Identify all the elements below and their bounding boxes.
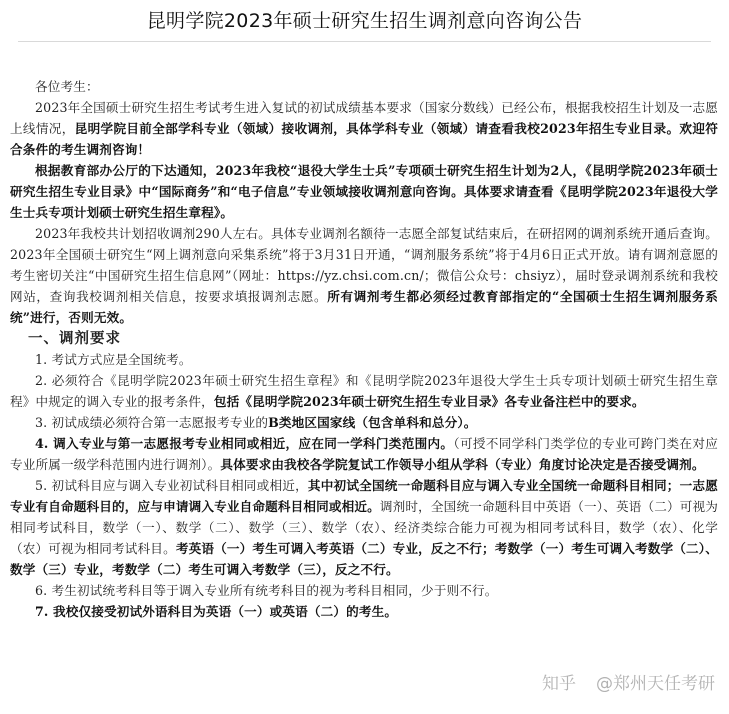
greeting: 各位考生： — [35, 79, 99, 94]
p2-bold: 2023年我校“退役大学生士兵”专项硕士研究生招生计划为2人，《昆明学院2023年硕士研究生招生专业目录》中“国际商务”和“电子信息”专业领域接收调剂意向咨询。具体要求请查看《昆明学院2023年退役大学生士兵专项计划硕士研究生招生章程》。 — [10, 163, 718, 220]
requirement-item-2 — [10, 370, 718, 412]
paragraph-2 — [10, 160, 718, 223]
requirement-item-4 — [10, 433, 718, 475]
item-3-text: 3. 初试成绩必须符合第一志愿报考专业的 — [35, 415, 269, 430]
requirement-item-3 — [10, 412, 718, 433]
item-4-bold-a: 4. 调入专业与第一志愿报考专业相同或相近，应在同一学科门类范围内。 — [35, 436, 454, 451]
item-3-bold: B类地区国家线（包含单科和总分）。 — [268, 415, 477, 430]
p3-bold: 所有调剂考生都必须经过教育部指定的“全国硕士生招生调剂服务系统”进行，否则无效。 — [10, 289, 718, 325]
p1-bold: 昆明学院目前全部学科专业（领域）接收调剂，具体学科专业（领域）请查看我校2023年招生专业目录。欢迎符合条件的考生调剂咨询！ — [10, 121, 719, 157]
title-divider — [18, 41, 711, 42]
page-title: 昆明学院2023年硕士研究生招生调剂意向咨询公告 — [146, 10, 583, 32]
item-4-bold-b: 具体要求由我校各学院复试工作领导小组从学科（专业）角度讨论决定是否接受调剂。 — [220, 457, 705, 472]
p1-text: 2023年全国硕士研究生招生考试考生进入复试的初试成绩基本要求（国家分数线）已经公布，根据我校招生计划及一志愿上线情况， — [10, 100, 718, 136]
item-2-bold: 包括《昆明学院2023年硕士研究生招生专业目录》各专业备注栏中的要求。 — [213, 394, 645, 409]
requirement-item-5 — [10, 475, 718, 580]
watermark-author: @郑州天任考研 — [596, 674, 715, 694]
item-4-text: （可授不同学科门类学位的专业可跨门类在对应专业所属一级学科范围内进行调剂）。 — [10, 436, 718, 472]
item-2-text: 2. 必须符合《昆明学院2023年硕士研究生招生章程》和《昆明学院2023年退役大学生士兵专项计划硕士研究生招生章程》中规定的调入专业的报考条件， — [10, 373, 718, 409]
item-5-text-b: 调剂时，全国统一命题科目中英语（一）、英语（二）可视为相同考试科目，数学（一）、数学（二）、数学（三）、数学（农）、经济类综合能力可视为相同考试科目，数学（农）、化学（农）可视为相同考试科目。 — [10, 499, 718, 556]
watermark-brand: 知乎 — [542, 674, 576, 694]
p3-text: 2023年我校共计划招收调剂290人左右。具体专业调剂名额待一志愿全部复试结束后，在研招网的调剂系统开通后查询。2023年全国硕士研究生“网上调剂意向采集系统”将于3月31日开通，“调剂服务系统”将于4月6日正式开放。请有调剂意愿的考生密切关注“中国研究生招生信息网”（网址：https://yz.chsi.com.cn/；微信公众号：chsiyz），届时登录调剂系统和我校网站，查询我校调剂相关信息，按要求填报调剂志愿。 — [10, 226, 718, 304]
requirement-item-6: 6. 考生初试统考科目等于调入专业所有统考科目的视为考科目相同，少于则不行。 — [35, 583, 498, 598]
paragraph-1 — [10, 97, 718, 160]
watermark — [542, 669, 715, 694]
announcement-body — [10, 76, 718, 622]
paragraph-3 — [10, 223, 718, 328]
item-5-bold-b: 考英语（一）考生可调入考英语（二）专业，反之不行；考数学（一）考生可调入考数学（二）、数学（三）专业，考数学（二）考生可调入考数学（三），反之不行。 — [10, 541, 718, 577]
requirement-item-7: 7. 我校仅接受初试外语科目为英语（一）或英语（二）的考生。 — [35, 604, 398, 619]
section-heading-1: 一、调剂要求 — [28, 330, 121, 347]
requirement-item-1: 1. 考试方式应是全国统考。 — [35, 352, 192, 367]
p2-lead: 根据教育部办公厅的下达通知， — [35, 163, 216, 178]
item-5-text-a: 5. 初试科目应与调入专业初试科目相同或相近， — [35, 478, 308, 493]
item-5-bold-a: 其中初试全国统一命题科目应与调入专业全国统一命题科目相同；一志愿专业有自命题科目的，应与申请调入专业自命题科目相同或相近。 — [10, 478, 718, 514]
